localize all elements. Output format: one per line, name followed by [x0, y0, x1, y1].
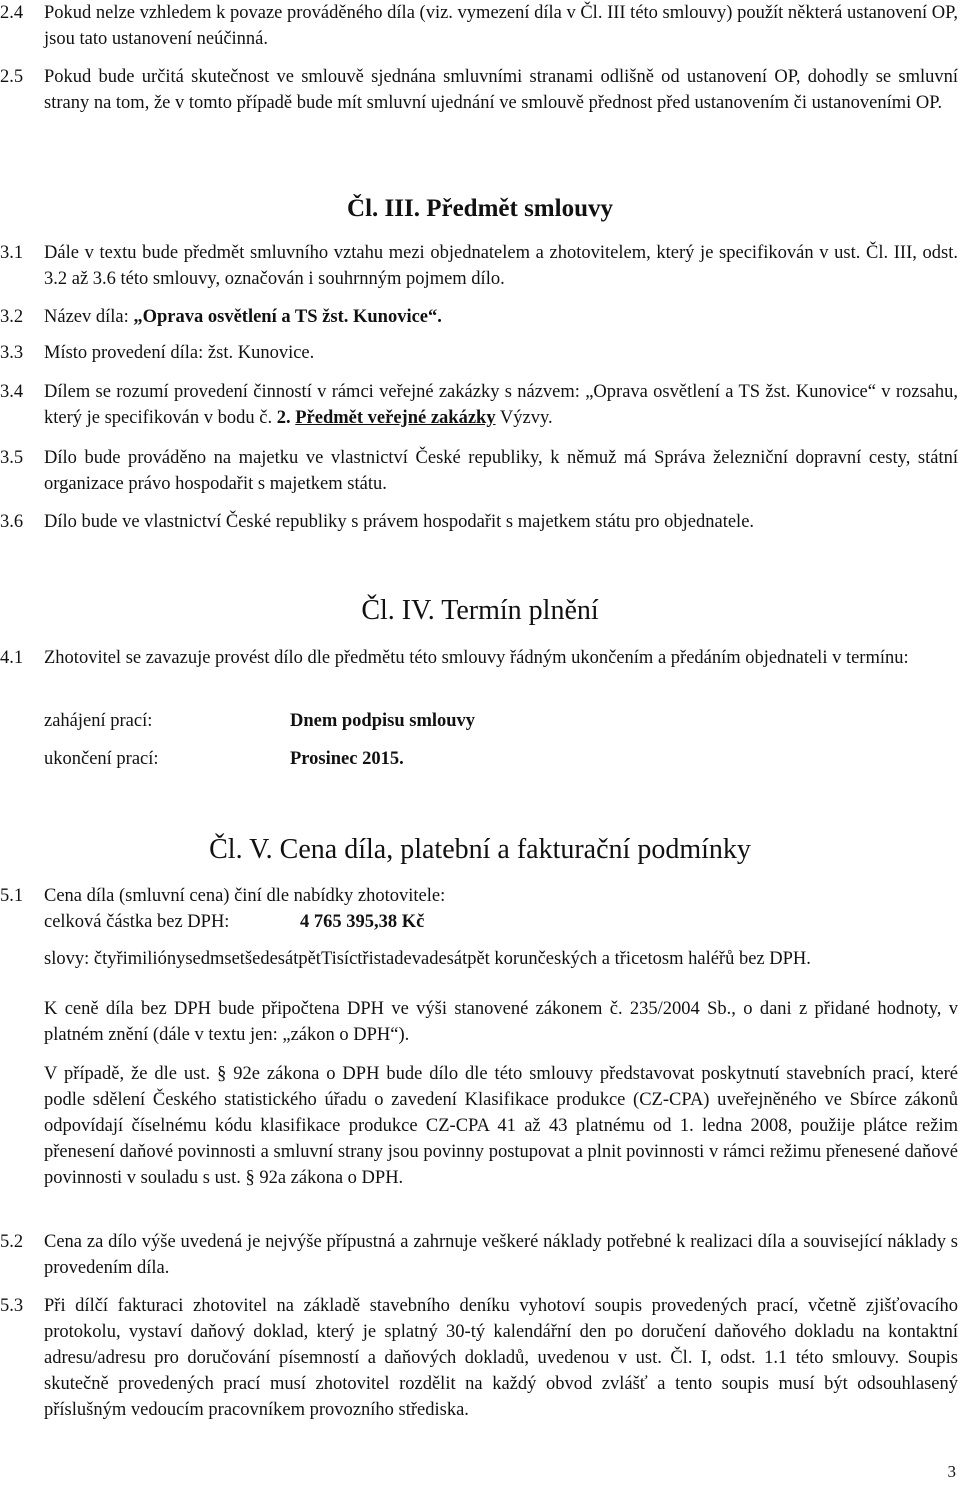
work-name-value: „Oprava osvětlení a TS žst. Kunovice“.: [133, 307, 442, 327]
paragraph-text: Při dílčí fakturaci zhotovitel na základě stavebního deníku vyhotoví soupis provedených prací, včetně zjišťovacího protokolu, vystaví daňový doklad, který je splatný 30-tý kalendářní den po doručení daňového dokladu na kontaktní adresu/adresu pro doručování písemností a daňových dokladů, uvedenou v ust. Čl. I, odst. 1.1 této smlouvy. Soupis skutečně provedených prací musí zhotovitel rozdělit na každý obvod zvlášť a tento soupis musí být odsouhlasený příslušným vedoucím pracovníkem provozního střediska.: [44, 1296, 958, 1420]
paragraph-number: 5.1: [0, 886, 24, 906]
bold-segment: 2.: [276, 408, 291, 428]
paragraph-number: 2.4: [0, 3, 24, 23]
paragraph-5-3: [0, 1293, 958, 1423]
paragraph-3-6: [0, 509, 958, 535]
work-name-label: Název díla:: [44, 307, 134, 327]
paragraph-text: Pokud nelze vzhledem k povaze prováděného díla (viz. vymezení díla v Čl. III této smlouvy) použít některá ustanovení OP, jsou tato ustanovení neúčinná.: [44, 3, 958, 49]
term-start-label: zahájení prací:: [44, 711, 153, 731]
paragraph-number: 3.4: [0, 382, 24, 402]
paragraph-2-5: [0, 64, 958, 116]
section-heading-v: Čl. V. Cena díla, platební a fakturační podmínky: [209, 834, 751, 865]
paragraph-5-1: [0, 883, 958, 909]
term-start-row: [44, 708, 475, 734]
section-heading-iv: Čl. IV. Termín plnění: [361, 595, 599, 626]
price-label: celková částka bez DPH:: [44, 912, 230, 932]
paragraph-4-1: [0, 645, 958, 671]
paragraph-text: Dílo bude prováděno na majetku ve vlastnictví České republiky, k němuž má Správa železniční dopravní cesty, státní organizace právo hospodařit s majetkem státu.: [44, 448, 958, 494]
paragraph-number: 3.1: [0, 243, 24, 263]
paragraph-text: [44, 379, 958, 431]
section-heading-iii: Čl. III. Předmět smlouvy: [347, 195, 613, 222]
paragraph-3-1: [0, 240, 958, 292]
price-intro: Cena díla (smluvní cena) činí dle nabídky zhotovitele:: [44, 886, 446, 906]
term-end-value: Prosinec 2015.: [290, 749, 404, 769]
paragraph-3-5: [0, 445, 958, 497]
bold-underlined-segment: Předmět veřejné zakázky: [295, 408, 496, 428]
term-end-label: ukončení prací:: [44, 749, 159, 769]
text-segment: Dílem se rozumí provedení činností v rámci veřejné zakázky s názvem: „Oprava osvětlení a TS žst. Kunovice“ v rozsahu, který je specifikován v bodu č.: [44, 382, 958, 428]
price-value: 4 765 395,38 Kč: [300, 912, 425, 932]
paragraph-text: Pokud bude určitá skutečnost ve smlouvě sjednána smluvními stranami odlišně od ustanovení OP, dohodly se smluvní strany na tom, že v tomto případě bude mít smluvní ujednání ve smlouvě přednost před ustanovením či ustanoveními OP.: [44, 67, 958, 113]
paragraph-2-4: [0, 0, 958, 52]
paragraph-3-4: [0, 379, 958, 431]
paragraph-number: 5.2: [0, 1232, 24, 1252]
paragraph-text: [44, 304, 958, 330]
vat-paragraph: K ceně díla bez DPH bude připočtena DPH ve výši stanovené zákonem č. 235/2004 Sb., o dani z přidané hodnoty, v platném znění (dále v textu jen: „zákon o DPH“).: [44, 999, 958, 1045]
paragraph-number: 2.5: [0, 67, 24, 87]
page-number: 3: [947, 1462, 956, 1481]
text-segment: Výzvy.: [495, 408, 553, 428]
term-end-row: [44, 746, 404, 772]
paragraph-text: Místo provedení díla: žst. Kunovice.: [44, 343, 315, 363]
paragraph-number: 3.2: [0, 307, 24, 327]
paragraph-5-2: [0, 1229, 958, 1281]
paragraph-text: Zhotovitel se zavazuje provést dílo dle předmětu této smlouvy řádným ukončením a předáním objednateli v termínu:: [44, 648, 909, 668]
price-in-words: slovy: čtyřimiliónysedmsetšedesátpětTisíctřistadevadesátpět korunčeských a třicetosm haléřů bez DPH.: [44, 949, 811, 969]
paragraph-number: 3.6: [0, 512, 24, 532]
term-start-value: Dnem podpisu smlouvy: [290, 711, 476, 731]
paragraph-3-3: [0, 340, 958, 366]
paragraph-text: Cena za dílo výše uvedená je nejvýše přípustná a zahrnuje veškeré náklady potřebné k realizaci díla a související náklady s provedením díla.: [44, 1232, 958, 1278]
paragraph-number: 3.3: [0, 343, 24, 363]
paragraph-number: 4.1: [0, 648, 24, 668]
paragraph-number: 3.5: [0, 448, 24, 468]
price-row: [44, 909, 424, 935]
paragraph-text: Dále v textu bude předmět smluvního vztahu mezi objednatelem a zhotovitelem, který je specifikován v ust. Čl. III, odst. 3.2 až 3.6 této smlouvy, označován i souhrnným pojmem dílo.: [44, 243, 958, 289]
paragraph-text: Dílo bude ve vlastnictví České republiky s právem hospodařit s majetkem státu pro objednatele.: [44, 512, 755, 532]
paragraph-3-2: [0, 304, 958, 330]
paragraph-number: 5.3: [0, 1296, 24, 1316]
reverse-charge-paragraph: V případě, že dle ust. § 92e zákona o DPH bude dílo dle této smlouvy představovat poskytnutí stavebních prací, které podle sdělení Českého statistického úřadu o zavedení Klasifikace produkce (CZ-CPA) uveřejněného ve Sbírce zákonů odpovídají číselnému kódu klasifikace produkce CZ-CPA 41 až 43 platnému od 1. ledna 2008, použije plátce režim přenesení daňové povinnosti a smluvní strany jsou povinny postupovat a plnit povinnosti v rámci režimu přenesené daňové povinnosti v souladu s ust. § 92a zákona o DPH.: [44, 1064, 958, 1188]
